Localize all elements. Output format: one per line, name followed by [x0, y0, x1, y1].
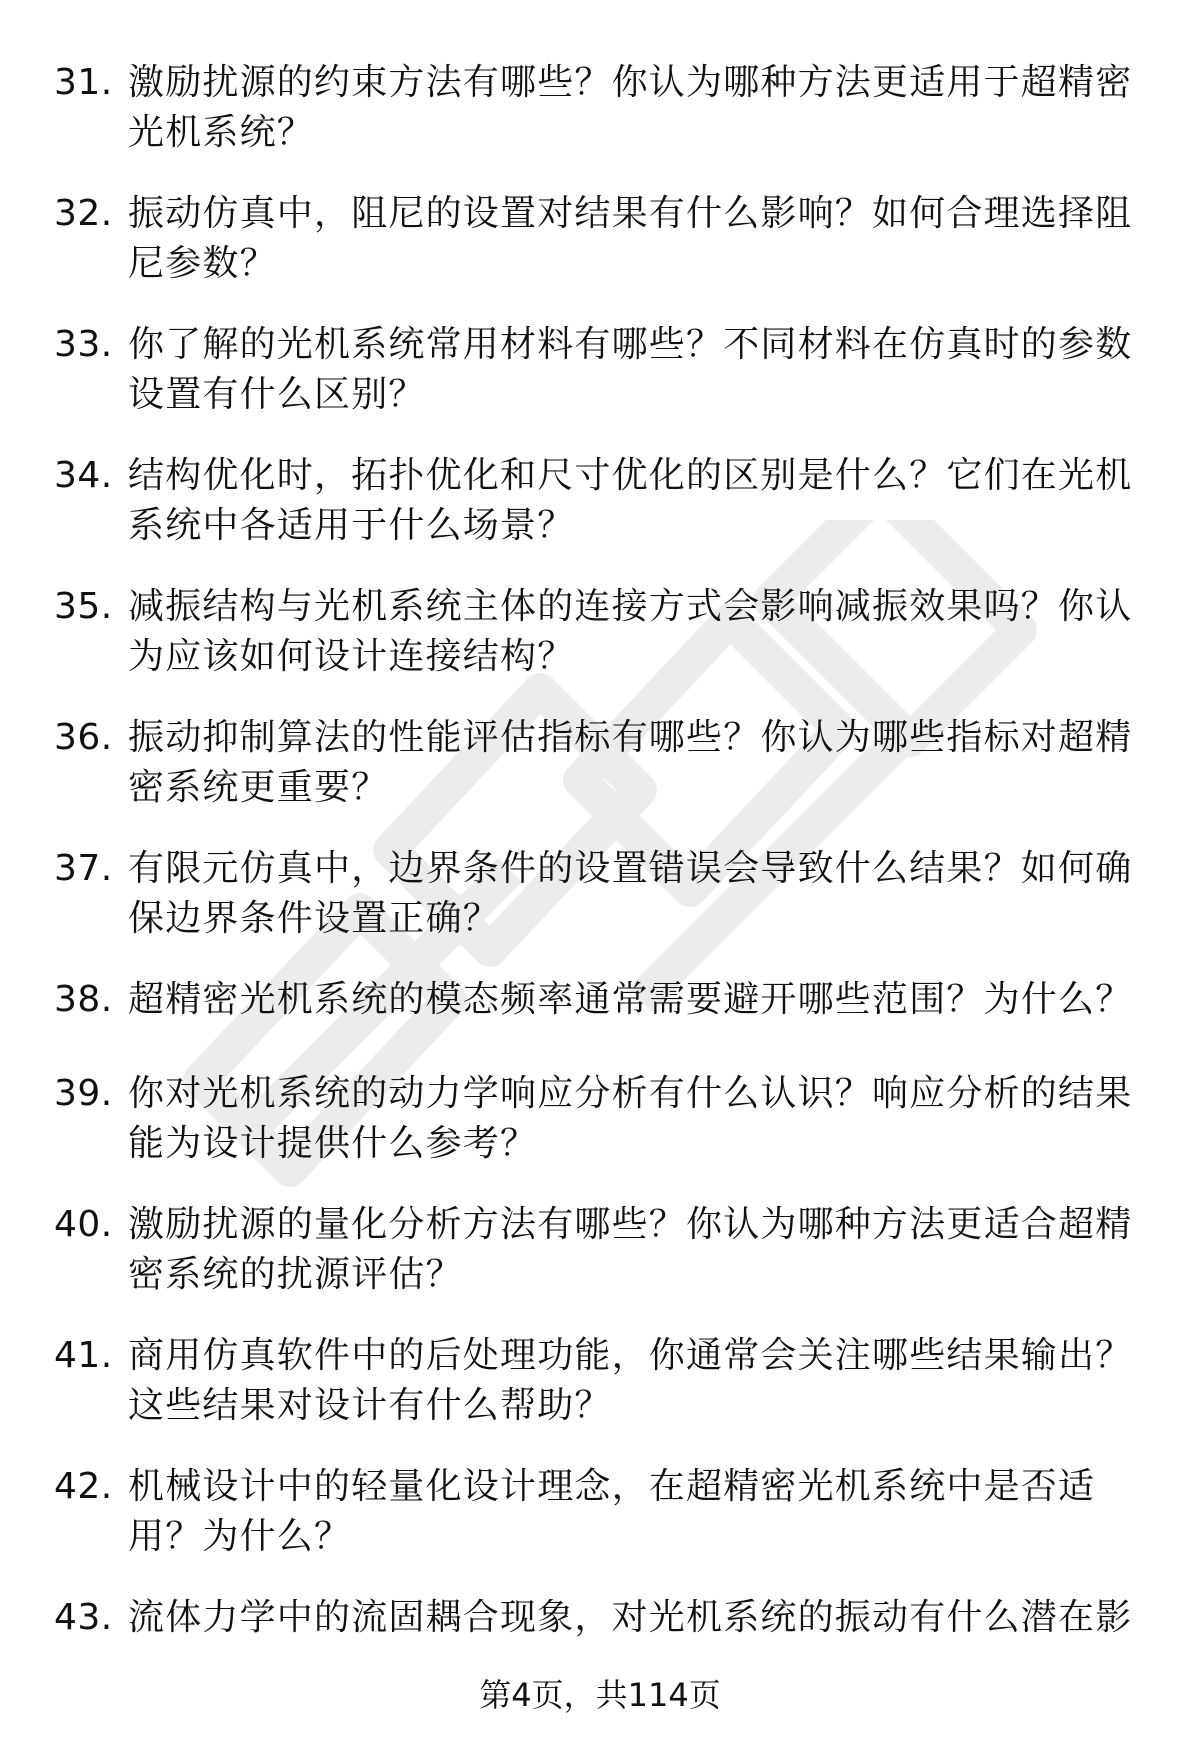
question-number: 39.	[54, 1073, 113, 1114]
question-text: 你了解的光机系统常用材料有哪些？不同材料在仿真时的参数设置有什么区别？	[128, 324, 1133, 415]
question-number: 37.	[54, 848, 113, 889]
question-list	[0, 58, 1200, 1687]
question-number: 42.	[54, 1466, 113, 1507]
question-item	[0, 451, 1200, 552]
question-item	[0, 1331, 1200, 1432]
question-item	[0, 844, 1200, 945]
question-number: 38.	[54, 979, 113, 1020]
question-item	[0, 582, 1200, 683]
question-item	[0, 1069, 1200, 1170]
question-number: 34.	[54, 455, 113, 496]
question-text: 减振结构与光机系统主体的连接方式会影响减振效果吗？你认为应该如何设计连接结构？	[128, 586, 1133, 677]
question-item	[0, 713, 1200, 814]
question-item	[0, 1462, 1200, 1563]
question-item	[0, 58, 1200, 159]
question-number: 31.	[54, 62, 113, 103]
question-number: 35.	[54, 586, 113, 627]
question-number: 43.	[54, 1597, 113, 1638]
question-number: 33.	[54, 324, 113, 365]
question-text: 商用仿真软件中的后处理功能，你通常会关注哪些结果输出？这些结果对设计有什么帮助？	[128, 1335, 1133, 1426]
question-text: 流体力学中的流固耦合现象，对光机系统的振动有什么潜在影	[128, 1597, 1133, 1638]
question-item	[0, 320, 1200, 421]
question-number: 40.	[54, 1204, 113, 1245]
question-text: 有限元仿真中，边界条件的设置错误会导致什么结果？如何确保边界条件设置正确？	[128, 848, 1133, 939]
question-number: 36.	[54, 717, 113, 758]
question-text: 结构优化时，拓扑优化和尺寸优化的区别是什么？它们在光机系统中各适用于什么场景？	[128, 455, 1133, 546]
page-footer: 第4页，共114页	[479, 1676, 721, 1714]
question-item	[0, 1593, 1200, 1645]
question-item	[0, 975, 1200, 1027]
question-text: 振动仿真中，阻尼的设置对结果有什么影响？如何合理选择阻尼参数？	[128, 193, 1133, 284]
question-text: 超精密光机系统的模态频率通常需要避开哪些范围？为什么？	[128, 979, 1133, 1020]
question-number: 41.	[54, 1335, 113, 1376]
question-text: 振动抑制算法的性能评估指标有哪些？你认为哪些指标对超精密系统更重要？	[128, 717, 1133, 808]
question-text: 机械设计中的轻量化设计理念，在超精密光机系统中是否适用？为什么？	[128, 1466, 1096, 1557]
question-text: 激励扰源的约束方法有哪些？你认为哪种方法更适用于超精密光机系统？	[128, 62, 1133, 153]
question-item	[0, 189, 1200, 290]
question-number: 32.	[54, 193, 113, 234]
question-text: 你对光机系统的动力学响应分析有什么认识？响应分析的结果能为设计提供什么参考？	[128, 1073, 1133, 1164]
question-item	[0, 1200, 1200, 1301]
question-text: 激励扰源的量化分析方法有哪些？你认为哪种方法更适合超精密系统的扰源评估？	[128, 1204, 1133, 1295]
